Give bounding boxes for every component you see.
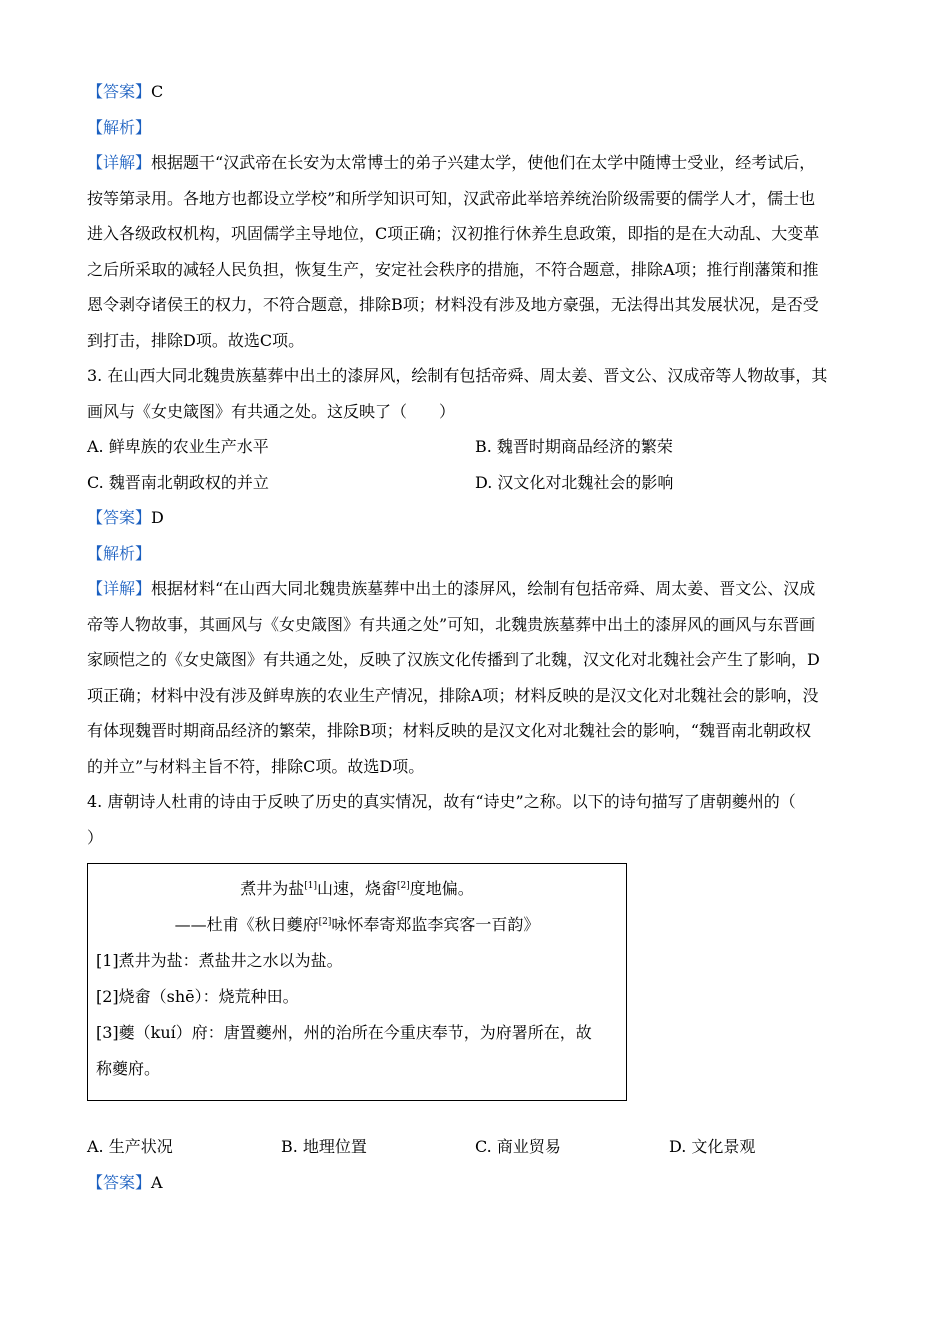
answer-tag: 【答案】 [87, 82, 152, 101]
q3-detail-line: 帝等人物故事，其画风与《女史箴图》有共通之处”可知，北魏贵族墓葬中出土的漆屏风的画风与东晋画 [87, 614, 816, 634]
q2-answer [87, 76, 863, 112]
detail-text: 根据题干“汉武帝在长安为太常博士的弟子兴建太学，使他们在太学中随博士受业，经考试后， [151, 153, 816, 172]
q3-option-a: A. 鲜卑族的农业生产水平 [87, 437, 269, 456]
answer-value: A [151, 1172, 163, 1192]
detail-text: 根据材料“在山西大同北魏贵族墓葬中出土的漆屏风，绘制有包括帝舜、周太姜、晋文公、汉成 [151, 579, 816, 598]
q4-option-a: A. 生产状况 [87, 1137, 173, 1156]
q3-detail-line: 的并立”与材料主旨不符，排除C项。故选D项。 [87, 756, 425, 776]
q4-option-d: D. 文化景观 [669, 1137, 756, 1156]
answer-tag: 【答案】 [87, 508, 152, 527]
analysis-tag: 【解析】 [87, 117, 152, 137]
q3-analysis [87, 538, 863, 574]
q3-option-b: B. 魏晋时期商品经济的繁荣 [475, 437, 673, 456]
q2-analysis [87, 112, 863, 148]
footnote-2: [2]烧畲（shē）：烧荒种田。 [96, 987, 299, 1006]
q3-stem: 画风与《女史箴图》有共通之处。这反映了（ ） [87, 401, 456, 421]
q4-quote-box [87, 863, 627, 1101]
q3-stem: 3. 在山西大同北魏贵族墓葬中出土的漆屏风，绘制有包括帝舜、周太姜、晋文公、汉成帝等人物故事，其 [87, 366, 828, 385]
footnote-3-cont: 称夔府。 [96, 1059, 161, 1078]
q4-stem: 4. 唐朝诗人杜甫的诗由于反映了历史的真实情况，故有“诗史”之称。以下的诗句描写了唐朝夔州的（ [87, 792, 796, 811]
q4-option-b: B. 地理位置 [281, 1137, 367, 1156]
document-page [87, 76, 863, 1202]
q3-options-row [87, 467, 863, 503]
q4-stem: ） [87, 827, 104, 847]
footnote-3: [3]夔（kuí）府：唐置夔州，州的治所在今重庆奉节，为府署所在，故 [96, 1023, 592, 1042]
q2-detail-line: 恩令剥夺诸侯王的权力，不符合题意，排除B项；材料没有涉及地方豪强，无法得出其发展状况，是否受 [87, 295, 819, 314]
q3-option-d: D. 汉文化对北魏社会的影响 [475, 472, 674, 492]
q2-detail-line [87, 147, 863, 183]
q2-detail-line: 按等第录用。各地方也都设立学校”和所学知识可知，汉武帝此举培养统治阶级需要的儒学人才，儒士也 [87, 188, 816, 208]
q3-options-row [87, 431, 863, 467]
q2-detail-line: 之后所采取的减轻人民负担，恢复生产，安定社会秩序的措施，不符合题意，排除A项；推行削藩策和推 [87, 259, 819, 279]
q2-detail-line: 进入各级政权机构，巩固儒学主导地位，C项正确；汉初推行休养生息政策，即指的是在大动乱、大变革 [87, 224, 820, 243]
detail-tag: 【详解】 [87, 153, 152, 172]
q3-detail-line: 有体现魏晋时期商品经济的繁荣，排除B项；材料反映的是汉文化对北魏社会的影响，“魏晋南北朝政权 [87, 721, 811, 740]
spacer [87, 1101, 863, 1131]
detail-tag: 【详解】 [87, 579, 152, 598]
q4-option-c: C. 商业贸易 [475, 1137, 561, 1156]
q3-detail-line: 家顾恺之的《女史箴图》有共通之处，反映了汉族文化传播到了北魏，汉文化对北魏社会产生了影响，D [87, 650, 820, 669]
q3-detail-line: 项正确；材料中没有涉及鲜卑族的农业生产情况，排除A项；材料反映的是汉文化对北魏社会的影响，没 [87, 685, 819, 705]
q3-option-c: C. 魏晋南北朝政权的并立 [87, 472, 269, 492]
poem-attribution: ——杜甫《秋日夔府[2]咏怀奉寄郑监李宾客一百韵》 [174, 915, 540, 934]
q4-answer [87, 1167, 863, 1203]
answer-tag: 【答案】 [87, 1172, 152, 1192]
poem-line: 煮井为盐[1]山速，烧畲[2]度地偏。 [240, 879, 474, 898]
analysis-tag: 【解析】 [87, 543, 152, 563]
q3-answer [87, 502, 863, 538]
q4-options-row [87, 1131, 863, 1167]
footnote-1: [1]煮井为盐：煮盐井之水以为盐。 [96, 951, 343, 970]
q3-detail-line [87, 573, 863, 609]
answer-value: D [151, 508, 164, 527]
answer-value: C [151, 82, 164, 101]
q2-detail-line: 到打击，排除D项。故选C项。 [87, 330, 305, 350]
